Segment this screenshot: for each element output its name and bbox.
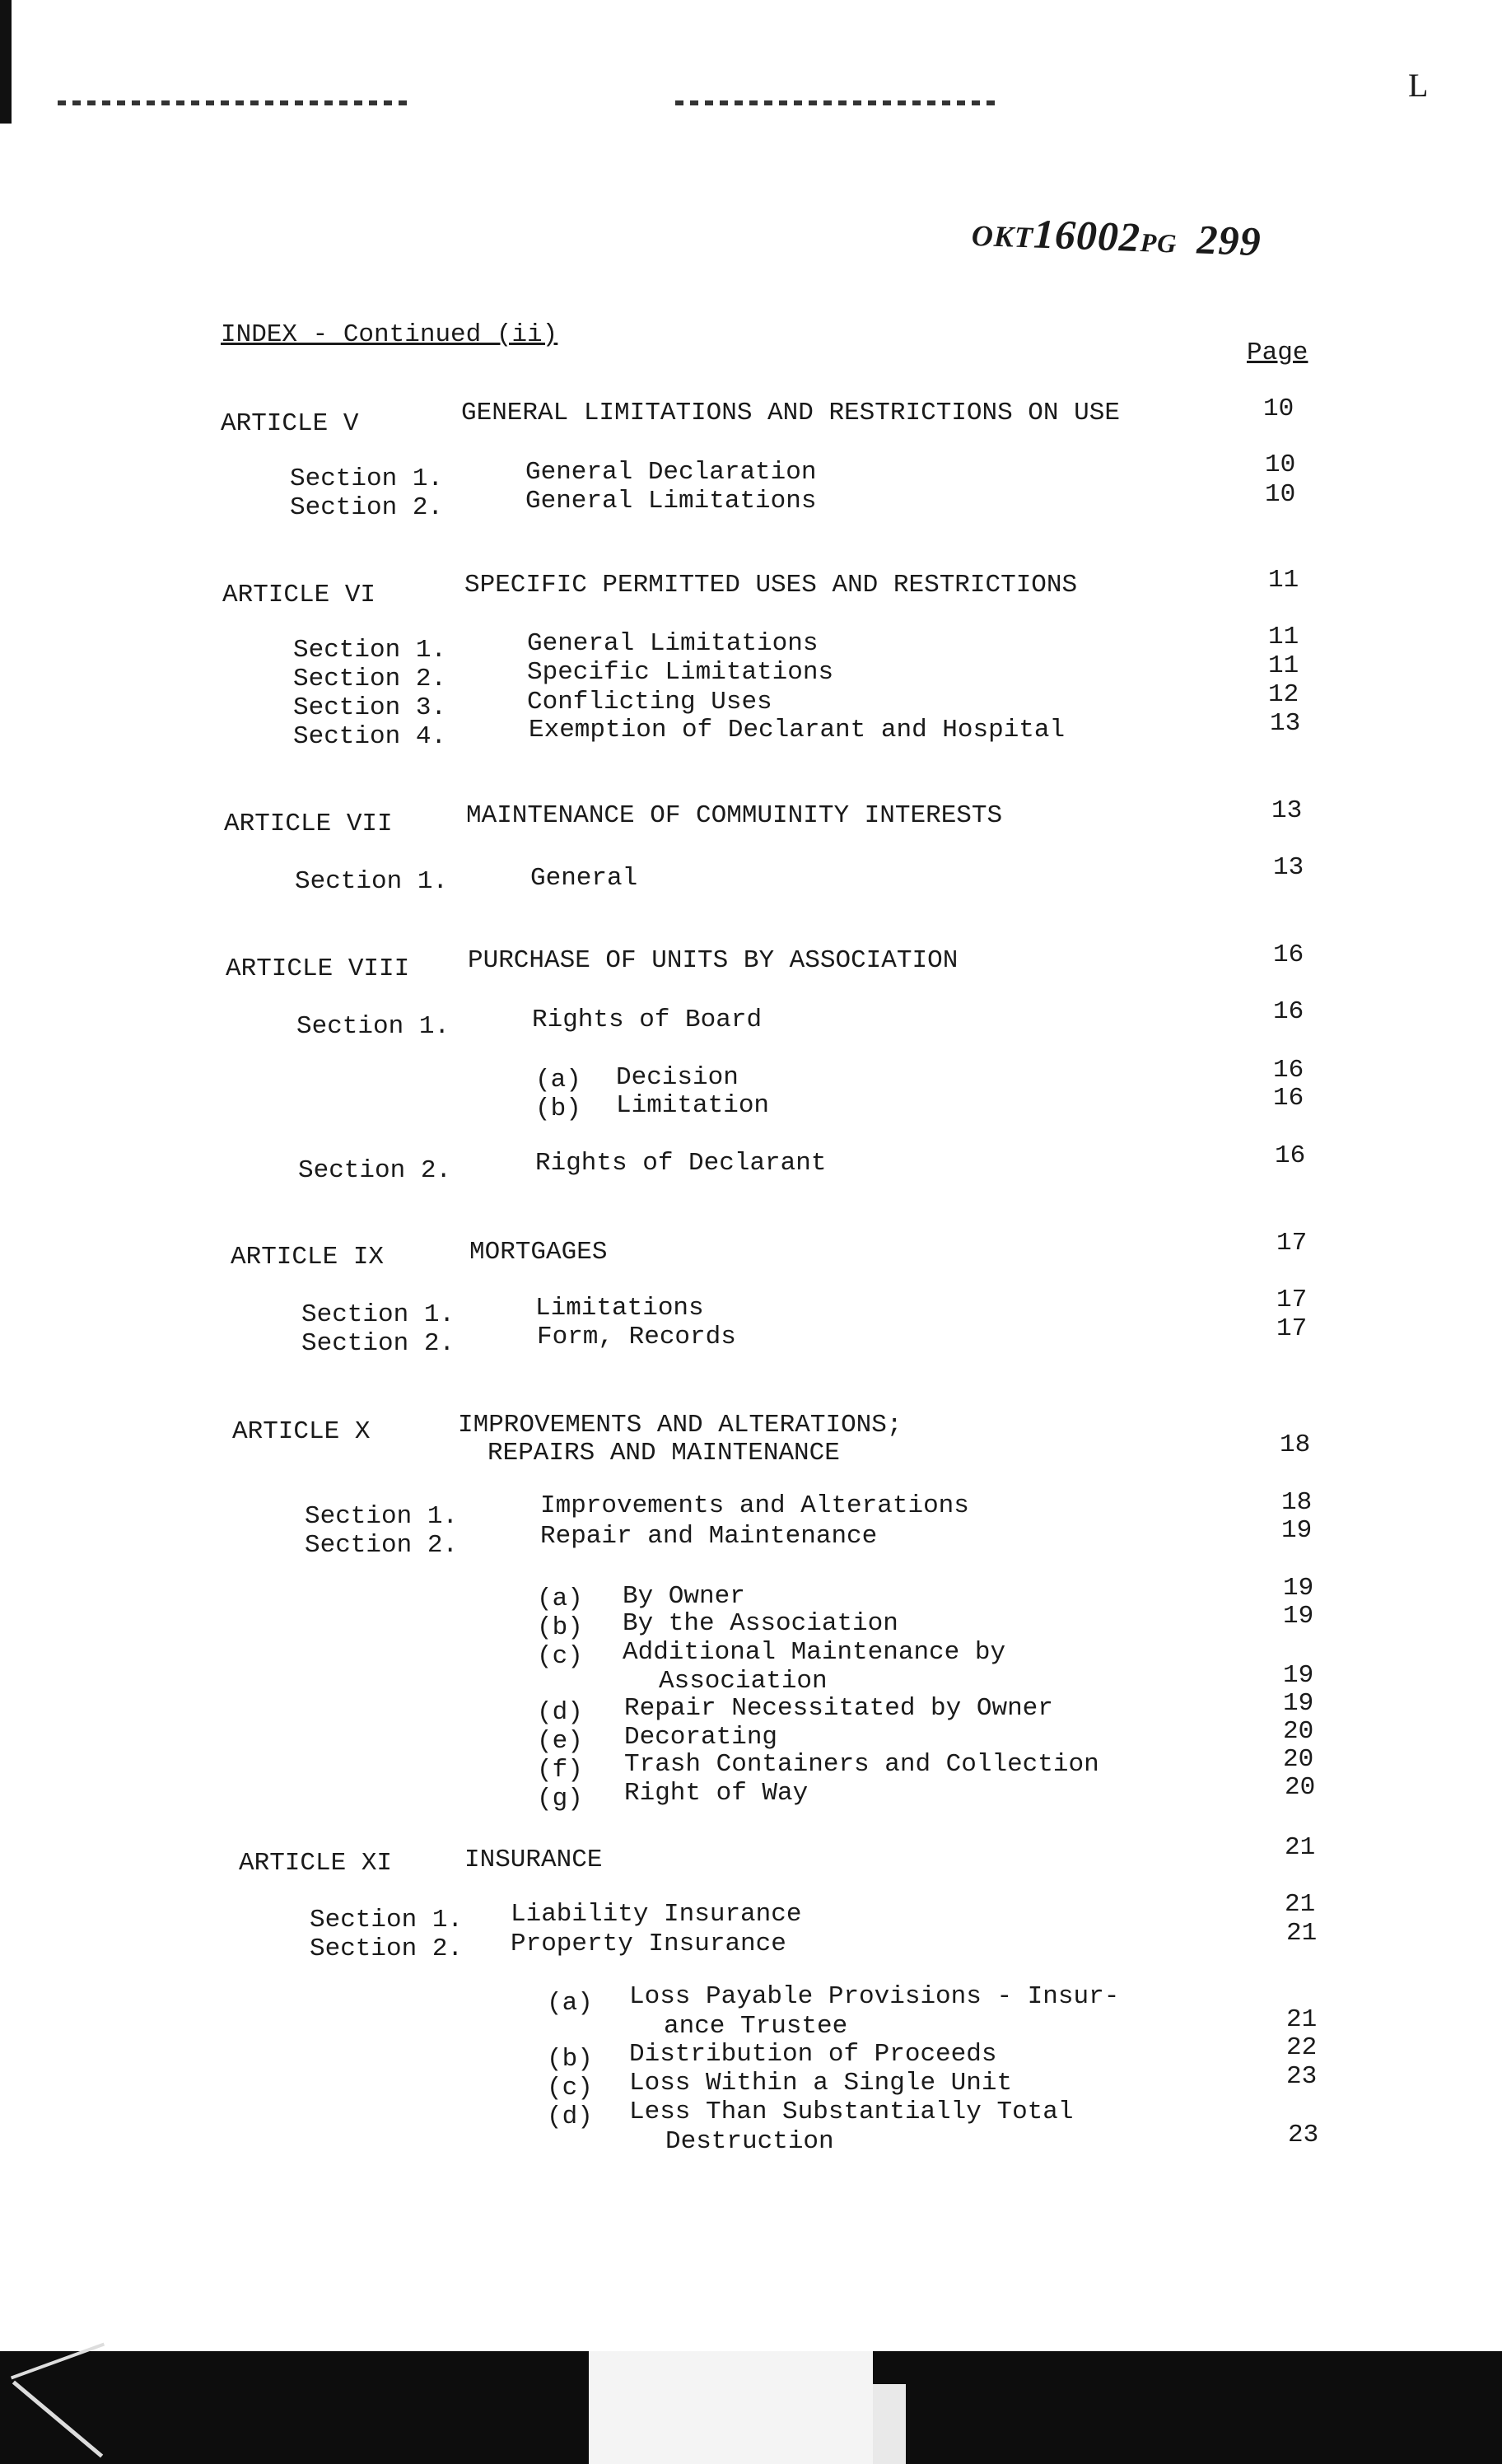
item-label: (d) <box>537 1698 583 1727</box>
item-title: By the Association <box>623 1609 898 1638</box>
item-title-cont: Destruction <box>665 2127 834 2156</box>
article-title: SPECIFIC PERMITTED USES AND RESTRICTIONS <box>464 571 1078 600</box>
item-title: Limitation <box>616 1091 770 1120</box>
article-title: INSURANCE <box>464 1846 603 1874</box>
article-page: 17 <box>1276 1229 1308 1258</box>
scan-artifact <box>589 2351 873 2464</box>
item-label: (d) <box>547 2102 593 2131</box>
item-label: (a) <box>547 1989 593 2018</box>
article-page: 18 <box>1280 1430 1311 1459</box>
item-label: (c) <box>547 2074 593 2102</box>
item-label: (a) <box>537 1584 583 1613</box>
item-page: 19 <box>1283 1574 1314 1603</box>
section-title: General <box>530 864 638 893</box>
section-page: 21 <box>1286 1919 1318 1948</box>
section-title: Repair and Maintenance <box>540 1522 878 1551</box>
item-page: 23 <box>1286 2062 1318 2091</box>
item-title: Trash Containers and Collection <box>624 1750 1099 1779</box>
item-title: Additional Maintenance by <box>623 1638 1006 1667</box>
section-label: Section 1. <box>296 1012 450 1041</box>
article-title: IMPROVEMENTS AND ALTERATIONS; <box>458 1411 903 1440</box>
article-title-cont: REPAIRS AND MAINTENANCE <box>487 1439 840 1468</box>
item-title: By Owner <box>623 1582 745 1611</box>
section-title: Exemption of Declarant and Hospital <box>529 716 1066 744</box>
section-page: 21 <box>1285 1890 1316 1919</box>
corner-mark: L <box>1408 67 1429 104</box>
item-title: Right of Way <box>624 1779 809 1808</box>
item-label: (b) <box>537 1613 583 1642</box>
scan-artifact <box>11 2343 105 2380</box>
item-page: 22 <box>1286 2033 1318 2062</box>
article-label: ARTICLE VIII <box>226 954 410 983</box>
scan-artifact <box>12 2381 103 2458</box>
item-page: 19 <box>1283 1661 1314 1690</box>
item-title-cont: ance Trustee <box>664 2012 848 2041</box>
section-label: Section 1. <box>295 867 449 896</box>
section-title: Conflicting Uses <box>527 688 772 716</box>
item-title: Loss Within a Single Unit <box>629 2069 1013 2098</box>
article-label: ARTICLE X <box>232 1417 371 1446</box>
item-title: Less Than Substantially Total <box>629 2098 1074 2126</box>
scan-smudge <box>675 100 996 105</box>
book-page-stamp <box>971 208 1262 265</box>
article-page: 13 <box>1271 796 1303 825</box>
item-label: (a) <box>535 1066 581 1094</box>
section-title: Limitations <box>535 1294 704 1323</box>
item-label: (f) <box>537 1756 583 1785</box>
item-title: Loss Payable Provisions - Insur- <box>629 1982 1120 2011</box>
section-label: Section 1. <box>310 1906 464 1934</box>
section-page: 16 <box>1273 997 1304 1026</box>
section-label: Section 2. <box>298 1156 452 1185</box>
section-label: Section 2. <box>310 1934 464 1963</box>
section-label: Section 2. <box>301 1329 455 1358</box>
item-label: (g) <box>537 1785 583 1813</box>
scan-artifact <box>873 2384 906 2464</box>
section-page: 10 <box>1265 480 1296 509</box>
section-page: 12 <box>1268 680 1299 709</box>
article-page: 11 <box>1268 566 1299 595</box>
article-title: GENERAL LIMITATIONS AND RESTRICTIONS ON USE <box>461 399 1120 427</box>
section-label: Section 3. <box>293 693 447 722</box>
article-label: ARTICLE V <box>221 409 359 438</box>
article-page: 21 <box>1285 1833 1316 1862</box>
item-label: (e) <box>537 1727 583 1756</box>
item-label: (c) <box>537 1642 583 1671</box>
item-page: 16 <box>1273 1084 1304 1113</box>
section-label: Section 2. <box>305 1531 459 1560</box>
article-page: 16 <box>1273 940 1304 969</box>
section-title: Improvements and Alterations <box>540 1491 969 1520</box>
article-label: ARTICLE VI <box>222 581 376 609</box>
section-title: General Limitations <box>525 487 817 516</box>
article-label: ARTICLE XI <box>239 1849 393 1878</box>
item-page: 16 <box>1273 1056 1304 1085</box>
section-title: Rights of Board <box>532 1006 763 1034</box>
section-title: Form, Records <box>537 1323 736 1351</box>
index-title: INDEX - Continued (ii) <box>221 320 558 349</box>
section-label: Section 1. <box>305 1502 459 1531</box>
article-title: PURCHASE OF UNITS BY ASSOCIATION <box>468 946 959 975</box>
section-label: Section 4. <box>293 722 447 751</box>
item-label: (b) <box>547 2045 593 2074</box>
item-page: 21 <box>1286 2005 1318 2034</box>
item-title-cont: Association <box>659 1667 828 1696</box>
section-label: Section 1. <box>301 1300 455 1329</box>
item-title: Distribution of Proceeds <box>629 2040 997 2069</box>
item-page: 20 <box>1283 1745 1314 1774</box>
item-page: 20 <box>1283 1717 1314 1746</box>
stamp-page: 299 <box>1196 216 1262 265</box>
section-page: 13 <box>1273 853 1304 882</box>
section-label: Section 1. <box>293 636 447 665</box>
section-page: 11 <box>1268 651 1299 680</box>
section-page: 17 <box>1276 1314 1308 1343</box>
stamp-prefix: OKT <box>971 218 1034 254</box>
page-column-header: Page <box>1247 338 1308 367</box>
item-page: 23 <box>1288 2121 1319 2149</box>
section-page: 17 <box>1276 1286 1308 1314</box>
section-label: Section 2. <box>290 493 444 522</box>
section-title: Property Insurance <box>511 1930 786 1958</box>
scan-edge-artifact <box>0 0 12 124</box>
article-title: MORTGAGES <box>469 1238 608 1267</box>
item-label: (b) <box>535 1094 581 1123</box>
item-page: 19 <box>1283 1602 1314 1631</box>
item-title: Decision <box>616 1063 739 1092</box>
article-title: MAINTENANCE OF COMMUINITY INTERESTS <box>466 801 1003 830</box>
section-page: 18 <box>1281 1488 1313 1517</box>
section-title: General Declaration <box>525 458 817 487</box>
section-page: 10 <box>1265 450 1296 479</box>
scan-smudge <box>58 100 412 105</box>
section-title: Rights of Declarant <box>535 1149 827 1178</box>
article-page: 10 <box>1263 394 1294 423</box>
article-label: ARTICLE VII <box>224 810 393 838</box>
section-label: Section 2. <box>293 665 447 693</box>
item-page: 19 <box>1283 1689 1314 1718</box>
section-title: Liability Insurance <box>511 1900 802 1929</box>
section-page: 13 <box>1270 709 1301 738</box>
item-title: Repair Necessitated by Owner <box>624 1694 1053 1723</box>
section-label: Section 1. <box>290 464 444 493</box>
section-page: 19 <box>1281 1516 1313 1545</box>
scan-bottom-band <box>0 2351 1502 2464</box>
stamp-pg-label: PG <box>1140 227 1178 259</box>
item-title: Decorating <box>624 1723 778 1752</box>
section-title: Specific Limitations <box>527 658 834 687</box>
stamp-book: 16002 <box>1033 210 1141 261</box>
section-page: 16 <box>1275 1141 1306 1170</box>
item-page: 20 <box>1285 1773 1316 1802</box>
section-page: 11 <box>1268 623 1299 651</box>
article-label: ARTICLE IX <box>231 1243 385 1272</box>
section-title: General Limitations <box>527 629 819 658</box>
